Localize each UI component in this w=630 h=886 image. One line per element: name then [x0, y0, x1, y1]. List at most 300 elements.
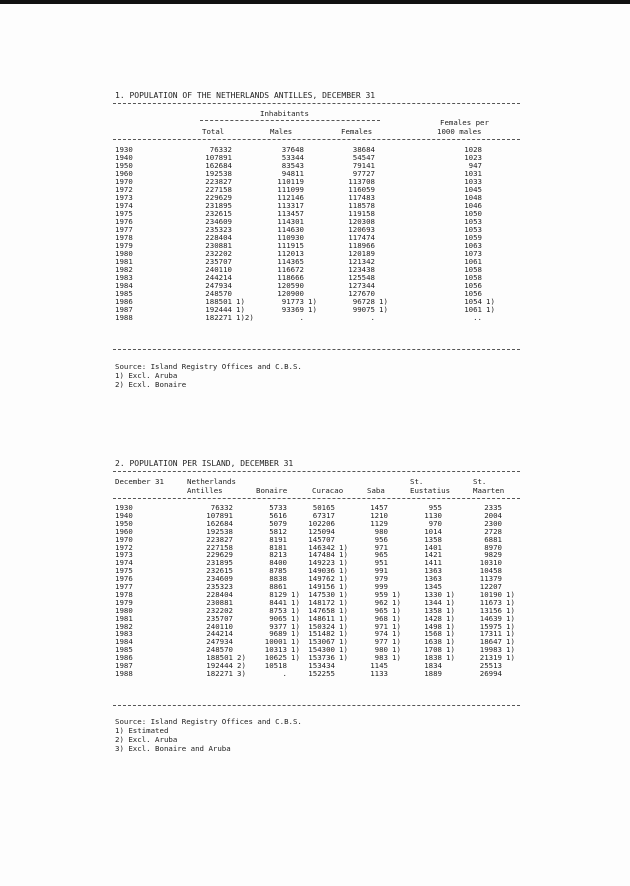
footnote-marker: 1) [392, 597, 401, 607]
se-cell: 1014 [424, 526, 442, 536]
females-cell: 118578 [348, 201, 375, 210]
footnote-marker: 1) [339, 605, 348, 615]
footnote-marker: 1) [446, 597, 455, 607]
footnote-marker: 1) [446, 653, 455, 663]
sm-cell: 6881 [484, 534, 502, 544]
na-cell: 228404 [206, 589, 233, 599]
footnote-marker: 1) [291, 629, 300, 639]
footnote-marker: 1) [392, 629, 401, 639]
females-cell: 120693 [348, 225, 375, 234]
cu-cell: 150324 [308, 621, 335, 631]
header-bonaire: Bonaire [256, 486, 288, 495]
table-row [0, 170, 630, 178]
year-cell: 1978 [115, 233, 133, 242]
header-males: Males [270, 127, 293, 136]
ratio-cell: 947 [468, 161, 482, 170]
males-cell: 110930 [277, 233, 304, 242]
ratio-cell: 1050 [464, 209, 482, 218]
year-cell: 1983 [115, 629, 133, 639]
table-row [0, 186, 630, 194]
year-cell: 1978 [115, 589, 133, 599]
year-cell: 1985 [115, 289, 133, 298]
na-cell: 182271 [206, 668, 233, 678]
year-cell: 1970 [115, 177, 133, 186]
males-cell: 120900 [277, 289, 304, 298]
se-cell: 1411 [424, 558, 442, 568]
footnote-marker: 1) [392, 645, 401, 655]
se-cell: 970 [428, 518, 442, 528]
total-cell: 229629 [205, 193, 232, 202]
footnote-marker: 1) [506, 645, 515, 655]
footnote-marker: 1) [446, 645, 455, 655]
table-row [0, 146, 630, 154]
table-row [0, 162, 630, 170]
footnote-marker: 1) [392, 605, 401, 615]
bo-cell: 9065 [269, 613, 287, 623]
footnote-marker: 1) [291, 621, 300, 631]
se-cell: 1330 [424, 589, 442, 599]
se-cell: 1428 [424, 613, 442, 623]
na-cell: 247934 [206, 637, 233, 647]
na-cell: 76332 [210, 503, 233, 512]
males-cell: . [299, 313, 304, 322]
header-ste-2: Eustatius [410, 486, 451, 495]
header-females: Females [341, 127, 373, 136]
sa-cell: 962 [374, 597, 388, 607]
sa-cell: 965 [374, 550, 388, 560]
footnote-marker: 1) [392, 653, 401, 663]
cu-cell: 50165 [312, 503, 335, 512]
sm-cell: 9829 [484, 550, 502, 560]
sa-cell: 977 [374, 637, 388, 647]
year-cell: 1940 [115, 510, 133, 520]
footnote-marker: 1) [308, 297, 317, 306]
year-cell: 1986 [115, 653, 133, 663]
females-cell: 120189 [348, 249, 375, 258]
table-row [0, 250, 630, 258]
sm-cell: 2300 [484, 518, 502, 528]
se-cell: 1344 [424, 597, 442, 607]
females-cell: 96728 [352, 297, 375, 306]
ratio-cell: 1063 [464, 241, 482, 250]
cu-cell: 102206 [308, 518, 335, 528]
year-cell: 1972 [115, 542, 133, 552]
total-cell: 235707 [205, 257, 232, 266]
header-year: December 31 [115, 477, 164, 486]
footnote-marker: 1) [506, 597, 515, 607]
sm-cell: 12207 [479, 582, 502, 591]
year-cell: 1984 [115, 281, 133, 290]
table2-footnote: 2) Excl. Aruba [115, 735, 178, 744]
total-cell: 76332 [209, 145, 232, 154]
table-row [0, 266, 630, 274]
females-cell: 118966 [348, 241, 375, 250]
se-cell: 1345 [424, 582, 442, 591]
females-cell: . [370, 313, 375, 322]
males-cell: 111915 [277, 241, 304, 250]
header-saba: Saba [367, 486, 385, 495]
na-cell: 232615 [206, 566, 233, 576]
table1-title: 1. POPULATION OF THE NETHERLANDS ANTILLES, DECEMBER 31 [115, 91, 376, 100]
cu-cell: 152255 [308, 668, 335, 678]
sm-cell: 26994 [479, 668, 502, 678]
sa-cell: 1129 [370, 518, 388, 528]
table-row [0, 226, 630, 234]
footnote-marker: 1) [446, 621, 455, 631]
footnote-marker: 1) [379, 305, 388, 314]
total-cell: 230881 [205, 241, 232, 250]
header-ratio-2: 1000 males [437, 127, 482, 136]
bo-cell: 9377 [269, 621, 287, 631]
footnote-marker: 1) [446, 629, 455, 639]
footnote-marker: 1) [446, 605, 455, 615]
na-cell: 229629 [206, 550, 233, 560]
year-cell: 1976 [115, 574, 133, 584]
footnote-marker: 1) [291, 605, 300, 615]
sa-cell: 974 [374, 629, 388, 639]
year-cell: 1985 [115, 645, 133, 655]
footnote-marker: 1) [392, 589, 401, 599]
sm-cell: 2004 [484, 510, 502, 520]
se-cell: 1401 [424, 542, 442, 552]
males-cell: 94811 [281, 169, 304, 178]
year-cell: 1982 [115, 265, 133, 274]
table2-footnote: 1) Estimated [115, 726, 169, 735]
na-cell: 107891 [206, 510, 233, 520]
ratio-cell: 1056 [464, 289, 482, 298]
females-cell: 123438 [348, 265, 375, 274]
footnote-marker: 1) [291, 653, 300, 663]
year-cell: 1960 [115, 526, 133, 536]
na-cell: 223827 [206, 534, 233, 544]
females-cell: 127670 [348, 289, 375, 298]
table-row [0, 202, 630, 210]
table-row [0, 234, 630, 242]
sa-cell: 965 [374, 605, 388, 615]
footnote-marker: 1) [236, 305, 245, 314]
total-cell: 107891 [205, 153, 232, 162]
table-row [0, 154, 630, 162]
year-cell: 1974 [115, 558, 133, 568]
bo-cell: 10001 [264, 637, 287, 647]
header-ste: St. [410, 477, 424, 486]
footnote-marker: 1) [291, 637, 300, 647]
ratio-cell: 1059 [464, 233, 482, 242]
se-cell: 1568 [424, 629, 442, 639]
footnote-marker: 1) [339, 613, 348, 623]
bo-cell: 8400 [269, 558, 287, 568]
males-cell: 114301 [277, 217, 304, 226]
se-cell: 1498 [424, 621, 442, 631]
year-cell: 1981 [115, 613, 133, 623]
bo-cell: 10625 [264, 653, 287, 663]
sm-cell: 18647 [479, 637, 502, 647]
ratio-cell: 1046 [464, 201, 482, 210]
bo-cell: 5733 [269, 503, 287, 512]
sm-cell: 2728 [484, 526, 502, 536]
sa-cell: 959 [374, 589, 388, 599]
divider [113, 705, 520, 706]
footnote-marker: 1) [446, 613, 455, 623]
footnote-marker: 1) [339, 621, 348, 631]
cu-cell: 153736 [308, 653, 335, 663]
females-cell: 38684 [352, 145, 375, 154]
year-cell: 1975 [115, 566, 133, 576]
sm-cell: 17311 [479, 629, 502, 639]
ratio-cell: 1056 [464, 281, 482, 290]
table-row [0, 670, 630, 678]
females-cell: 97727 [352, 169, 375, 178]
se-cell: 1838 [424, 653, 442, 663]
year-cell: 1979 [115, 241, 133, 250]
sm-cell: 13156 [479, 605, 502, 615]
cu-cell: 67317 [312, 510, 335, 520]
na-cell: 227158 [206, 542, 233, 552]
year-cell: 1979 [115, 597, 133, 607]
footnote-marker: 1) [486, 297, 495, 306]
year-cell: 1973 [115, 550, 133, 560]
na-cell: 192538 [206, 526, 233, 536]
divider [113, 103, 520, 104]
cu-cell: 149036 [308, 566, 335, 576]
sm-cell: 21319 [479, 653, 502, 663]
divider [113, 471, 520, 472]
total-cell: 162684 [205, 161, 232, 170]
sa-cell: 999 [374, 582, 388, 591]
na-cell: 162684 [206, 518, 233, 528]
bo-cell: . [282, 668, 287, 678]
year-cell: 1983 [115, 273, 133, 282]
table-row [0, 242, 630, 250]
total-cell: 192444 [205, 305, 232, 314]
females-cell: 127344 [348, 281, 375, 290]
cu-cell: 149156 [308, 582, 335, 591]
females-cell: 79141 [352, 161, 375, 170]
cu-cell: 125094 [308, 526, 335, 536]
footnote-marker: 1) [506, 637, 515, 647]
cu-cell: 153067 [308, 637, 335, 647]
males-cell: 114365 [277, 257, 304, 266]
sm-cell: 14639 [479, 613, 502, 623]
females-cell: 113708 [348, 177, 375, 186]
footnote-marker: 1) [339, 653, 348, 663]
year-cell: 1988 [115, 313, 133, 322]
table1-group-header: Inhabitants [260, 109, 309, 118]
ratio-cell: 1073 [464, 249, 482, 258]
bo-cell: 5812 [269, 526, 287, 536]
males-cell: 110119 [277, 177, 304, 186]
footnote-marker: 1) [291, 645, 300, 655]
ratio-cell: 1028 [464, 145, 482, 154]
divider [113, 498, 520, 499]
females-cell: 116059 [348, 185, 375, 194]
header-total: Total [202, 127, 225, 136]
header-stm-2: Maarten [473, 486, 505, 495]
total-cell: 192538 [205, 169, 232, 178]
year-cell: 1987 [115, 305, 133, 314]
footnote-marker: 1) [291, 597, 300, 607]
footnote-marker: 1) [308, 305, 317, 314]
year-cell: 1981 [115, 257, 133, 266]
se-cell: 1889 [424, 668, 442, 678]
females-cell: 121342 [348, 257, 375, 266]
year-cell: 1977 [115, 225, 133, 234]
se-cell: 1834 [424, 661, 442, 670]
year-cell: 1980 [115, 605, 133, 615]
males-cell: 118666 [277, 273, 304, 282]
ratio-cell: 1054 [464, 297, 482, 306]
bo-cell: 8129 [269, 589, 287, 599]
table-row [0, 306, 630, 314]
ratio-cell: 1061 [464, 257, 482, 266]
bo-cell: 8191 [269, 534, 287, 544]
se-cell: 1130 [424, 510, 442, 520]
bo-cell: 8213 [269, 550, 287, 560]
cu-cell: 151482 [308, 629, 335, 639]
footnote-marker: 2) [237, 653, 246, 663]
total-cell: 248570 [205, 289, 232, 298]
se-cell: 1363 [424, 574, 442, 584]
sm-cell: 11379 [479, 574, 502, 584]
footnote-marker: 1) [339, 582, 348, 591]
footnote-marker: 1) [339, 637, 348, 647]
sa-cell: 1133 [370, 668, 388, 678]
year-cell: 1960 [115, 169, 133, 178]
footnote-marker: 1) [506, 653, 515, 663]
sa-cell: 983 [374, 653, 388, 663]
se-cell: 1421 [424, 550, 442, 560]
total-cell: 182271 [205, 313, 232, 322]
divider [113, 349, 520, 350]
scan-edge [0, 0, 630, 4]
year-cell: 1976 [115, 217, 133, 226]
females-cell: 117474 [348, 233, 375, 242]
bo-cell: 10518 [264, 661, 287, 670]
footnote-marker: 1) [506, 589, 515, 599]
divider [200, 120, 380, 121]
header-na-2: Antilles [187, 486, 223, 495]
sa-cell: 1210 [370, 510, 388, 520]
year-cell: 1986 [115, 297, 133, 306]
na-cell: 235323 [206, 582, 233, 591]
year-cell: 1982 [115, 621, 133, 631]
sa-cell: 991 [374, 566, 388, 576]
males-cell: 112146 [277, 193, 304, 202]
footnote-marker: 1) [236, 297, 245, 306]
divider [113, 139, 520, 140]
footnote-marker: 1) [392, 613, 401, 623]
table-row [0, 258, 630, 266]
bo-cell: 8785 [269, 566, 287, 576]
total-cell: 235323 [205, 225, 232, 234]
cu-cell: 149223 [308, 558, 335, 568]
bo-cell: 8838 [269, 574, 287, 584]
sa-cell: 979 [374, 574, 388, 584]
footnote-marker: 1)2) [236, 313, 254, 322]
total-cell: 234609 [205, 217, 232, 226]
table2-title: 2. POPULATION PER ISLAND, DECEMBER 31 [115, 459, 294, 468]
sm-cell: 25513 [479, 661, 502, 670]
cu-cell: 148611 [308, 613, 335, 623]
sm-cell: 11673 [479, 597, 502, 607]
na-cell: 192444 [206, 661, 233, 670]
sa-cell: 956 [374, 534, 388, 544]
se-cell: 1708 [424, 645, 442, 655]
se-cell: 955 [428, 503, 442, 512]
footnote-marker: 1) [339, 558, 348, 568]
ratio-cell: 1031 [464, 169, 482, 178]
ratio-cell: .. [473, 313, 482, 322]
sm-cell: 8970 [484, 542, 502, 552]
footnote-marker: 1) [339, 589, 348, 599]
footnote-marker: 1) [446, 637, 455, 647]
females-cell: 117483 [348, 193, 375, 202]
bo-cell: 5079 [269, 518, 287, 528]
males-cell: 116672 [277, 265, 304, 274]
sa-cell: 968 [374, 613, 388, 623]
sm-cell: 10310 [479, 558, 502, 568]
year-cell: 1972 [115, 185, 133, 194]
ratio-cell: 1033 [464, 177, 482, 186]
table-row [0, 282, 630, 290]
total-cell: 188501 [205, 297, 232, 306]
table2-footnote: 3) Excl. Bonaire and Aruba [115, 744, 231, 753]
na-cell: 230881 [206, 597, 233, 607]
males-cell: 114630 [277, 225, 304, 234]
se-cell: 1638 [424, 637, 442, 647]
bo-cell: 8441 [269, 597, 287, 607]
footnote-marker: 2) [237, 661, 246, 670]
footnote-marker: 1) [339, 574, 348, 584]
footnote-marker: 1) [506, 621, 515, 631]
cu-cell: 154300 [308, 645, 335, 655]
sa-cell: 951 [374, 558, 388, 568]
total-cell: 223827 [205, 177, 232, 186]
ratio-cell: 1023 [464, 153, 482, 162]
males-cell: 93369 [281, 305, 304, 314]
sm-cell: 15975 [479, 621, 502, 631]
sa-cell: 971 [374, 542, 388, 552]
na-cell: 231895 [206, 558, 233, 568]
footnote-marker: 1) [339, 550, 348, 560]
total-cell: 244214 [205, 273, 232, 282]
footnote-marker: 1) [506, 605, 515, 615]
table-row [0, 314, 630, 322]
sa-cell: 971 [374, 621, 388, 631]
females-cell: 120308 [348, 217, 375, 226]
males-cell: 111099 [277, 185, 304, 194]
na-cell: 234609 [206, 574, 233, 584]
sa-cell: 980 [374, 526, 388, 536]
footnote-marker: 1) [339, 566, 348, 576]
table1-footnote: 1) Excl. Aruba [115, 371, 178, 380]
sa-cell: 1457 [370, 503, 388, 512]
na-cell: 240110 [206, 621, 233, 631]
females-cell: 125548 [348, 273, 375, 282]
total-cell: 231895 [205, 201, 232, 210]
total-cell: 232615 [205, 209, 232, 218]
total-cell: 232202 [205, 249, 232, 258]
bo-cell: 10313 [264, 645, 287, 655]
table-row [0, 210, 630, 218]
cu-cell: 149762 [308, 574, 335, 584]
males-cell: 113457 [277, 209, 304, 218]
sm-cell: 2335 [484, 503, 502, 512]
sa-cell: 1145 [370, 661, 388, 670]
females-cell: 54547 [352, 153, 375, 162]
header-stm: St. [473, 477, 487, 486]
bo-cell: 8753 [269, 605, 287, 615]
